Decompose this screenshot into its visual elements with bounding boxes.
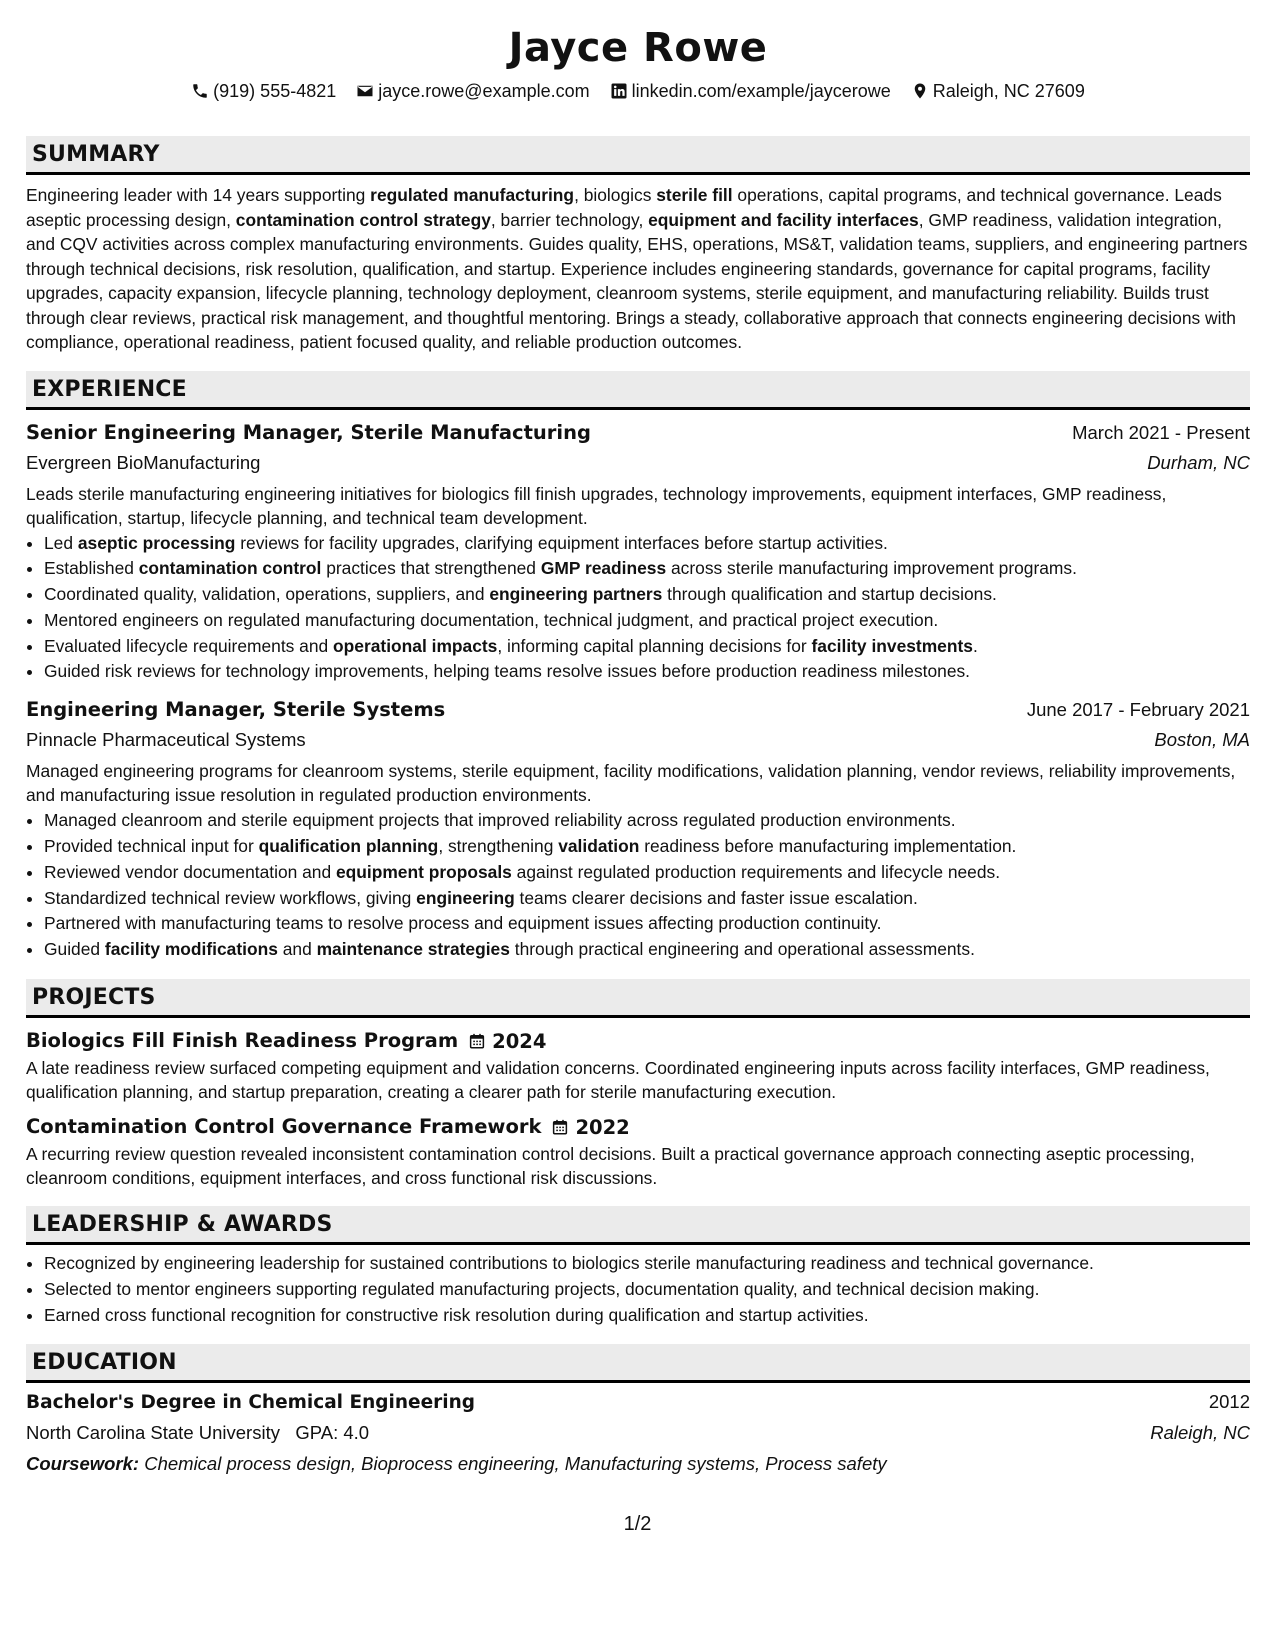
bold-text: facility investments xyxy=(811,635,973,656)
text: teams clearer decisions and faster issue escalation. xyxy=(514,887,918,908)
text: Evaluated lifecycle requirements and xyxy=(44,635,334,656)
project-year: 2024 xyxy=(492,1029,547,1053)
list-item xyxy=(44,886,1250,912)
contact-linkedin[interactable] xyxy=(610,78,891,104)
text: , barrier technology, xyxy=(490,209,649,230)
company-name: Pinnacle Pharmaceutical Systems xyxy=(26,729,306,751)
section-heading: EDUCATION xyxy=(26,1344,1250,1383)
contact-phone xyxy=(191,78,336,104)
email-link[interactable]: jayce.rowe@example.com xyxy=(378,81,590,101)
list-item xyxy=(44,659,1250,685)
phone-text: (919) 555-4821 xyxy=(213,81,337,101)
bold-text: engineering partners xyxy=(489,584,663,605)
text: readiness before manufacturing implementation. xyxy=(639,836,1017,857)
calendar-icon xyxy=(468,1032,486,1050)
text: Reviewed vendor documentation and xyxy=(44,861,336,882)
summary-section xyxy=(26,136,1250,355)
gpa: GPA: 4.0 xyxy=(295,1422,370,1444)
text: , informing capital planning decisions for xyxy=(497,635,812,656)
bold-text: contamination control strategy xyxy=(235,209,491,230)
bold-text: equipment proposals xyxy=(335,861,512,882)
text: through qualification and startup decisions. xyxy=(662,584,997,605)
linkedin-icon xyxy=(610,82,628,100)
coursework-label: Coursework: xyxy=(26,1453,140,1475)
text: Engineering leader with 14 years supporting xyxy=(26,185,371,205)
section-heading: PROJECTS xyxy=(26,979,1250,1018)
job-description: Leads sterile manufacturing engineering initiatives for biologics fill finish upgrades, technology improvements, equipment interfaces, GMP readiness, qualification, startup, lifecycle planning, and technical team development. xyxy=(26,483,1167,528)
bold-text: operational impacts xyxy=(333,635,498,656)
text: , GMP readiness, validation integration, and CQV activities across complex manufacturing environments. Guides quality, EHS, operations, MS&T, validation teams, suppliers, and engineering partners through technical decisions, risk resolution, qualification, and startup. Experience includes engineering standards, governance for capital programs, facility upgrades, capacity expansion, lifecycle planning, technology deployment, cleanroom systems, sterile equipment, and manufacturing reliability. Builds trust through clear reviews, practical risk management, and thoughtful mentoring. Brings a steady, collaborative approach that connects engineering decisions with compliance, operational readiness, patient focused quality, and reliable production outcomes. xyxy=(26,209,1248,352)
text: across sterile manufacturing improvement programs. xyxy=(666,558,1077,579)
list-item xyxy=(44,634,1250,660)
job-title: Engineering Manager, Sterile Systems xyxy=(26,698,446,722)
bold-text: qualification planning xyxy=(258,836,439,857)
location-text: Raleigh, NC 27609 xyxy=(932,81,1085,101)
project-description: A late readiness review surfaced competing equipment and validation concerns. Coordinated engineering inputs across facility interfaces, GMP readiness, qualification planning, and startup preparation, creating a clearer path for sterile manufacturing execution. xyxy=(26,1058,1210,1103)
contact-email[interactable] xyxy=(356,78,589,104)
project-entry xyxy=(26,1026,1250,1104)
list-item xyxy=(44,582,1250,608)
bold-text: regulated manufacturing xyxy=(370,185,575,205)
summary-text xyxy=(26,183,1250,355)
school-location: Raleigh, NC xyxy=(1150,1422,1250,1444)
project-title: Contamination Control Governance Framework xyxy=(26,1115,542,1139)
bold-text: aseptic processing xyxy=(77,532,236,553)
school-name: North Carolina State University xyxy=(26,1422,280,1444)
section-heading: SUMMARY xyxy=(26,136,1250,175)
company-name: Evergreen BioManufacturing xyxy=(26,451,261,473)
text: reviews for facility upgrades, clarifying equipment interfaces before startup activities. xyxy=(235,532,888,553)
job-entry xyxy=(26,418,1250,686)
list-item xyxy=(44,860,1250,886)
job-location: Boston, MA xyxy=(1154,729,1250,751)
experience-section xyxy=(26,371,1250,964)
candidate-name: Jayce Rowe xyxy=(508,25,768,71)
text: Provided technical input for xyxy=(44,836,259,857)
list-item xyxy=(44,911,1250,937)
text: . xyxy=(972,635,978,656)
text: Guided xyxy=(44,939,105,960)
text: Coordinated quality, validation, operations, suppliers, and xyxy=(44,584,490,605)
list-item: • Recognized by engineering leadership for sustained contributions to biologics sterile manufacturing readiness and technical governance. xyxy=(44,1251,1250,1277)
map-marker-icon xyxy=(911,82,929,100)
list-item xyxy=(44,937,1250,963)
job-description: Managed engineering programs for cleanroom systems, sterile equipment, facility modifications, validation planning, vendor reviews, reliability improvements, and manufacturing issue resolution in regulated production environments. xyxy=(26,761,1236,806)
leadership-list xyxy=(26,1251,1250,1328)
leadership-section xyxy=(26,1206,1250,1328)
job-bullets xyxy=(26,531,1250,686)
degree-title: Bachelor's Degree in Chemical Engineering xyxy=(26,1392,475,1414)
contact-bar xyxy=(26,78,1250,104)
text: against regulated production requirements and lifecycle needs. xyxy=(511,861,1001,882)
contact-location xyxy=(911,78,1085,104)
resume-page xyxy=(26,20,1250,1478)
list-item: • Earned cross functional recognition for constructive risk resolution during qualification and startup activities. xyxy=(44,1303,1250,1329)
job-location: Durham, NC xyxy=(1147,451,1250,473)
text: Standardized technical review workflows, giving xyxy=(44,887,417,908)
bold-text: equipment and facility interfaces xyxy=(648,209,919,230)
page-number: 1/2 xyxy=(623,1513,652,1535)
project-title: Biologics Fill Finish Readiness Program xyxy=(26,1029,459,1053)
text: Mentored engineers on regulated manufacturing documentation, technical judgment, and practical project execution. xyxy=(44,609,939,630)
coursework-list: Chemical process design, Bioprocess engineering, Manufacturing systems, Process safety xyxy=(144,1453,887,1475)
job-bullets xyxy=(26,808,1250,963)
job-dates: June 2017 - February 2021 xyxy=(1026,699,1250,721)
linkedin-link[interactable]: linkedin.com/example/jaycerowe xyxy=(631,81,891,101)
job-title: Senior Engineering Manager, Sterile Manufacturing xyxy=(26,420,591,444)
text: practices that strengthened xyxy=(321,558,541,579)
text: through practical engineering and operational assessments. xyxy=(509,939,975,960)
list-item xyxy=(44,608,1250,634)
text: Led xyxy=(44,532,78,553)
text: Guided risk reviews for technology improvements, helping teams resolve issues before production readiness milestones. xyxy=(44,661,971,682)
graduation-year: 2012 xyxy=(1208,1391,1250,1413)
job-entry xyxy=(26,695,1250,963)
text: operations, capital programs, and technical governance. Leads aseptic processing design, xyxy=(26,185,1222,230)
text: Established xyxy=(44,558,139,579)
list-item: • Selected to mentor engineers supporting regulated manufacturing projects, documentation quality, and technical decision making. xyxy=(44,1277,1250,1303)
coursework xyxy=(26,1450,1250,1478)
bold-text: facility modifications xyxy=(104,939,278,960)
text: , biologics xyxy=(574,185,657,205)
section-heading: LEADERSHIP & AWARDS xyxy=(26,1206,1250,1245)
text: and xyxy=(277,939,317,960)
project-entry xyxy=(26,1112,1250,1190)
list-item xyxy=(44,531,1250,557)
bold-text: GMP readiness xyxy=(540,558,667,579)
project-year: 2022 xyxy=(575,1115,630,1139)
phone-icon xyxy=(191,82,209,100)
bold-text: contamination control xyxy=(138,558,322,579)
education-section xyxy=(26,1344,1250,1478)
bold-text: sterile fill xyxy=(656,185,733,205)
list-item xyxy=(44,556,1250,582)
section-heading: EXPERIENCE xyxy=(26,371,1250,410)
project-description: A recurring review question revealed inconsistent contamination control decisions. Built a practical governance approach connecting aseptic processing, cleanroom conditions, equipment interfaces, and cross functional risk discussions. xyxy=(26,1144,1195,1189)
job-dates: March 2021 - Present xyxy=(1072,421,1250,443)
calendar-icon xyxy=(551,1118,569,1136)
projects-section xyxy=(26,979,1250,1190)
bold-text: validation xyxy=(558,836,640,857)
text: , strengthening xyxy=(438,836,559,857)
envelope-icon xyxy=(356,82,374,100)
bold-text: engineering xyxy=(416,887,515,908)
list-item xyxy=(44,834,1250,860)
text: Partnered with manufacturing teams to resolve process and equipment issues affecting production continuity. xyxy=(44,913,882,934)
school-info xyxy=(26,1418,369,1448)
text: Managed cleanroom and sterile equipment projects that improved reliability across regulated production environments. xyxy=(44,810,956,831)
list-item xyxy=(44,808,1250,834)
bold-text: maintenance strategies xyxy=(316,939,510,960)
